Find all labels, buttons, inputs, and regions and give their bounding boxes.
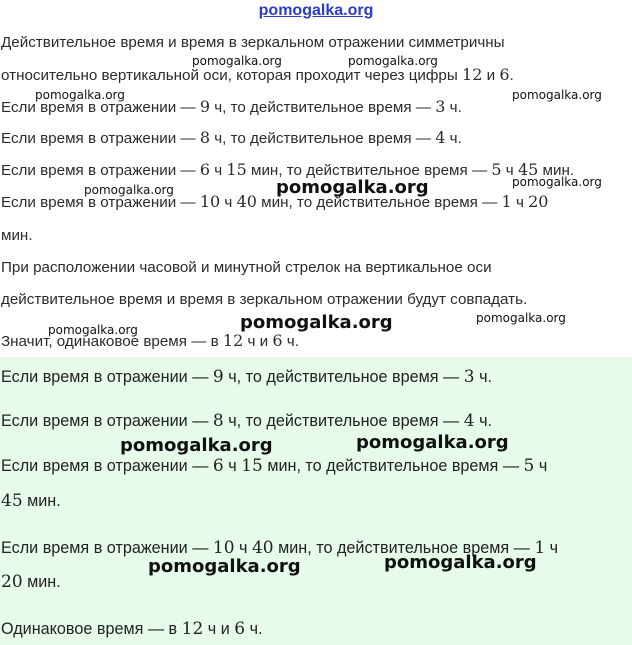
case-2: Если время в отражении — 8 ч, то действительное время — 4 ч. [1, 128, 462, 147]
site-link[interactable]: pomogalka.org [258, 2, 374, 19]
watermark: pomogalka.org [48, 323, 138, 337]
watermark: pomogalka.org [276, 177, 429, 198]
intro-line-1: Действительное время и время в зеркальном отражении симметричны [1, 34, 505, 51]
intro-line-2: относительно вертикальной оси, которая проходит через цифры 12 и 6. [1, 65, 514, 84]
watermark: pomogalka.org [240, 312, 393, 333]
answer-case-3: Если время в отражении — 6 ч 15 мин, то действительное время — 5 ч [1, 456, 548, 476]
answer-case-3-cont: 45 мин. [1, 491, 61, 511]
watermark: pomogalka.org [512, 88, 602, 102]
watermark: pomogalka.org [192, 54, 282, 68]
case-1: Если время в отражении — 9 ч, то действительное время — 3 ч. [1, 97, 462, 116]
answer-case-2: Если время в отражении — 8 ч, то действительное время — 4 ч. [1, 411, 493, 431]
answer-block [0, 357, 632, 645]
watermark: pomogalka.org [356, 432, 509, 453]
answer-case-1: Если время в отражении — 9 ч, то действительное время — 3 ч. [1, 367, 493, 387]
watermark: pomogalka.org [512, 175, 602, 189]
answer-case-4: Если время в отражении — 10 ч 40 мин, то действительное время — 1 ч [1, 538, 559, 558]
watermark: pomogalka.org [476, 311, 566, 325]
case-4: Если время в отражении — 10 ч 40 мин, то действительное время — 1 ч 20 [1, 192, 549, 211]
watermark: pomogalka.org [120, 435, 273, 456]
answer-final: Одинаковое время — в 12 ч и 6 ч. [1, 619, 263, 639]
answer-case-4-cont: 20 мин. [1, 572, 61, 592]
case-4-cont: мин. [1, 227, 33, 244]
conclusion: Значит, одинаковое время — в 12 ч и 6 ч. [1, 331, 299, 350]
watermark: pomogalka.org [348, 54, 438, 68]
watermark: pomogalka.org [384, 552, 537, 573]
watermark: pomogalka.org [84, 183, 174, 197]
watermark: pomogalka.org [35, 88, 125, 102]
rule-line-1: При расположении часовой и минутной стрелок на вертикальное оси [1, 259, 492, 276]
watermark: pomogalka.org [148, 556, 301, 577]
rule-line-2: действительное время и время в зеркальном отражении будут совпадать. [1, 291, 528, 308]
case-3: Если время в отражении — 6 ч 15 мин, то действительное время — 5 ч 45 мин. [1, 160, 575, 179]
